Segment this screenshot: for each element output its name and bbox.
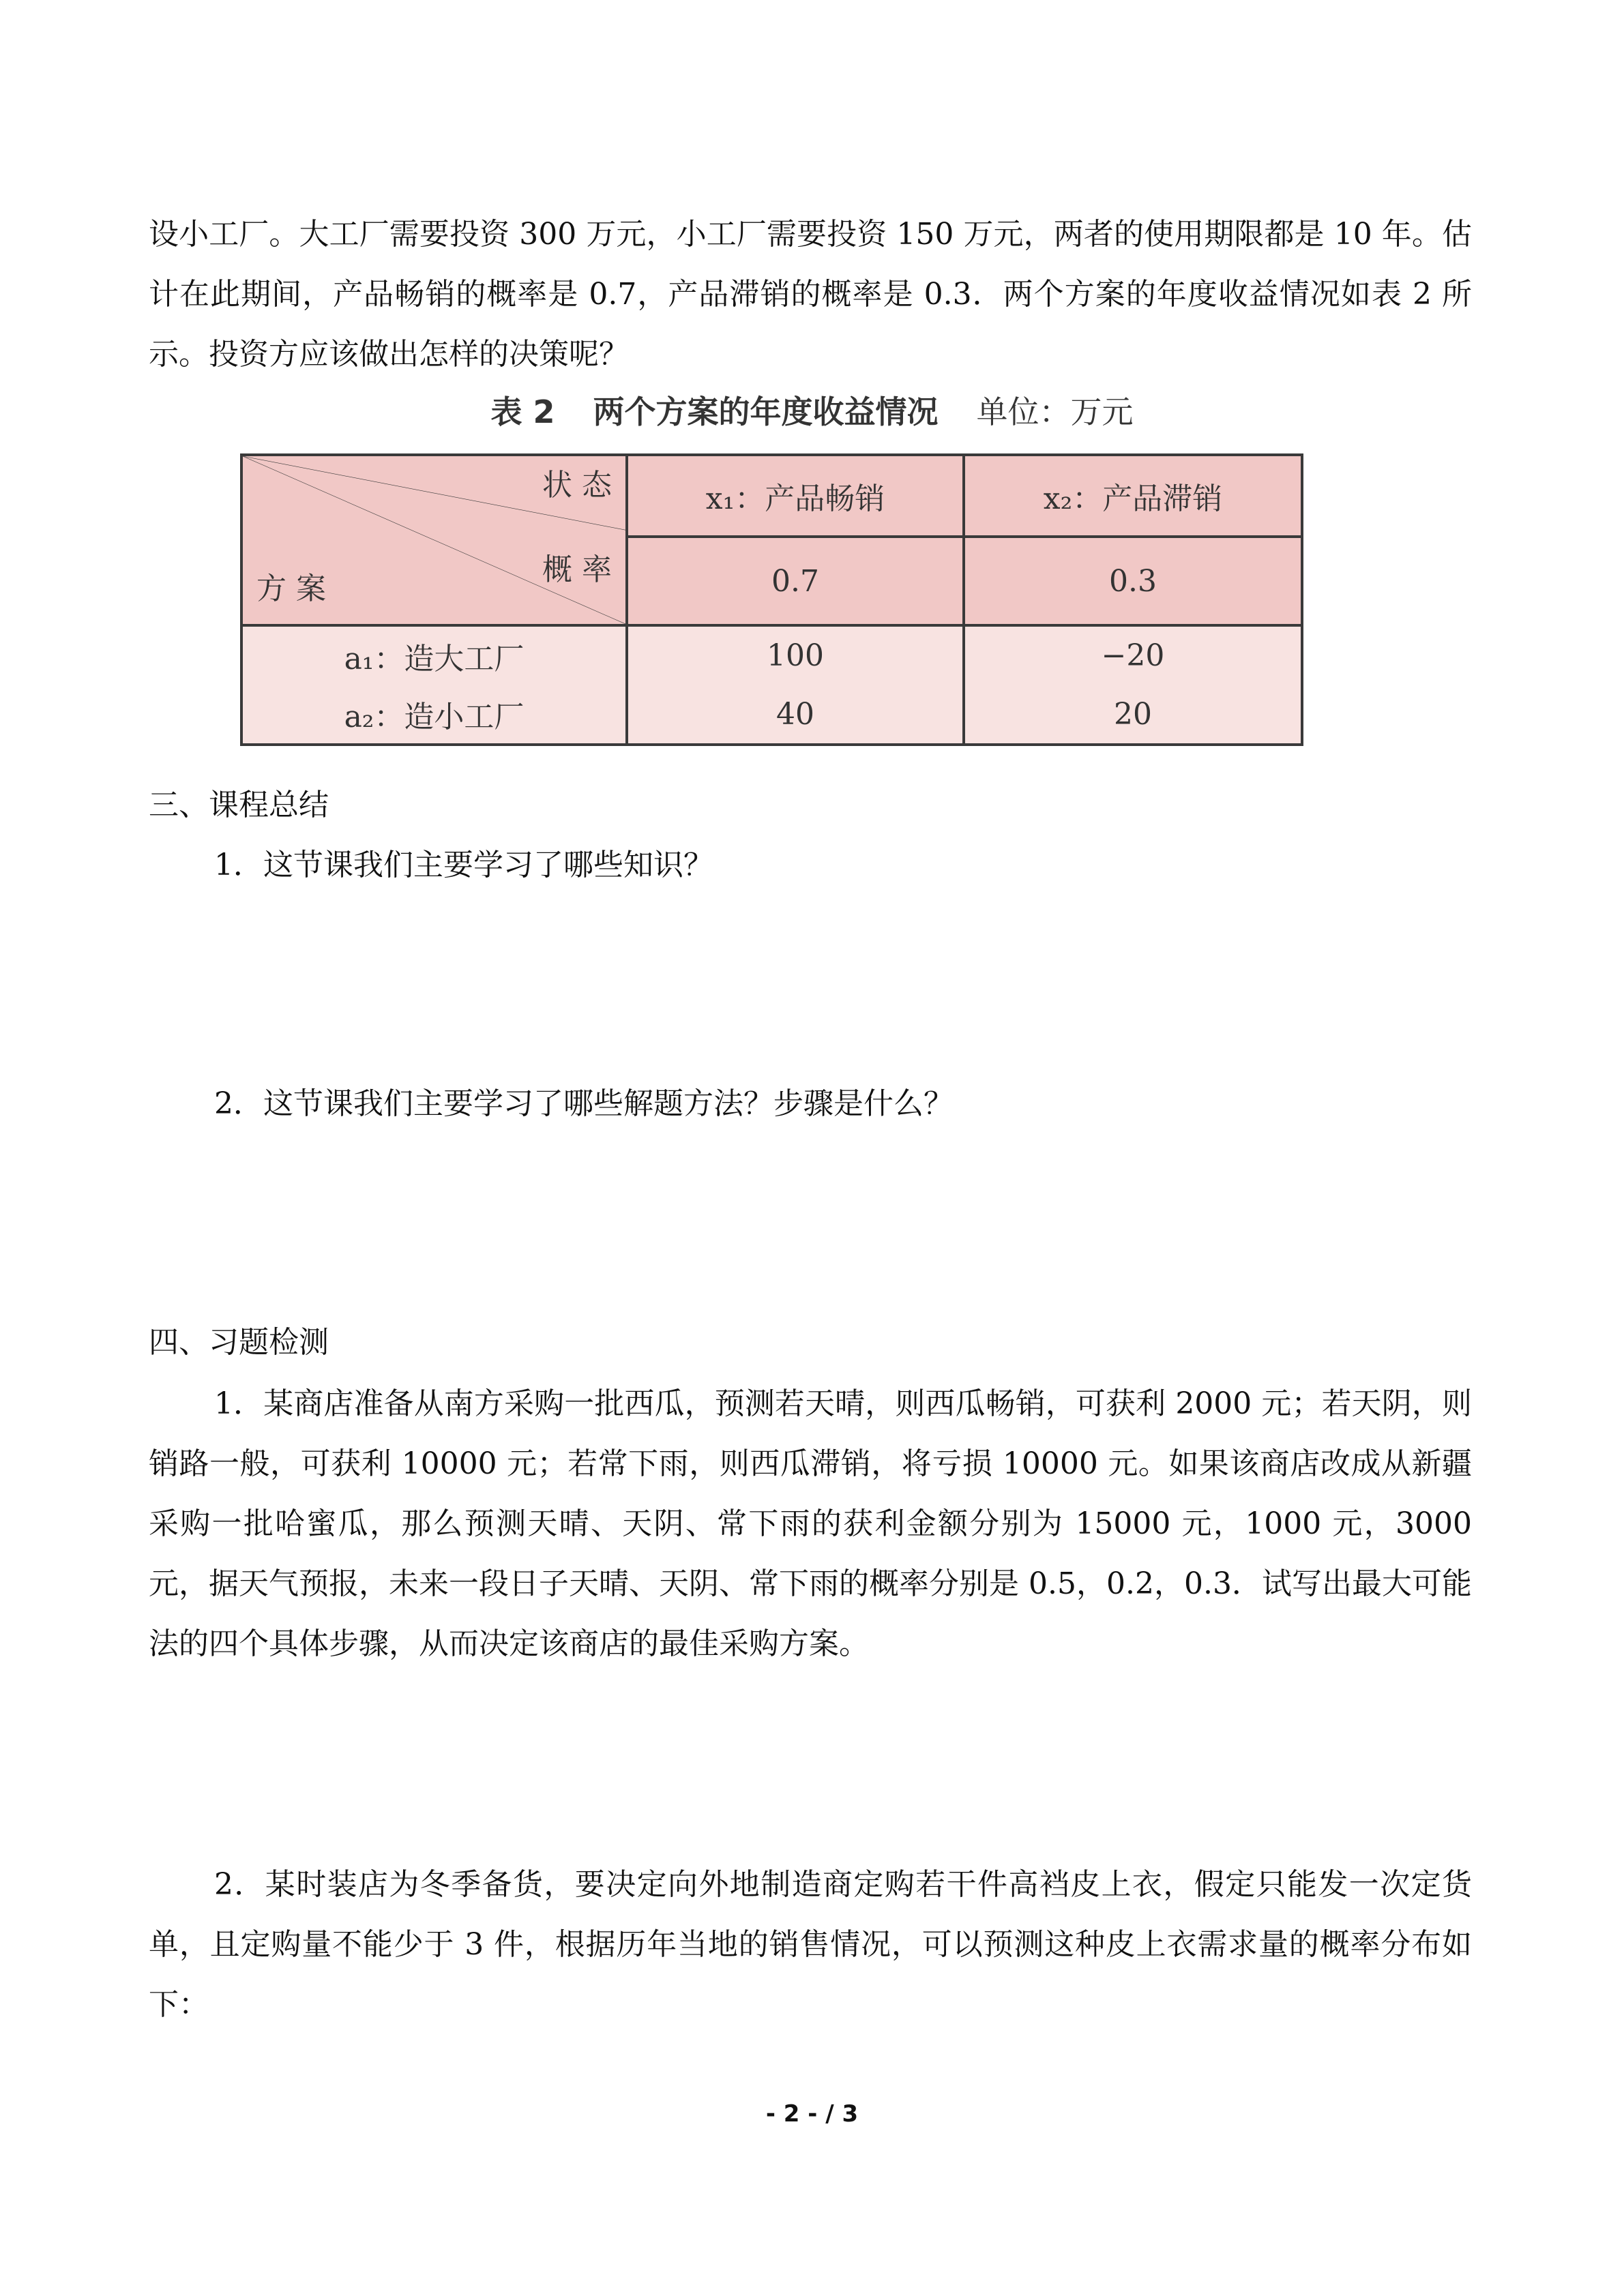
col2-header: x₂：产品滞销 <box>964 455 1302 537</box>
corner-prob-label: 概 率 <box>542 552 612 587</box>
row1-value2: −20 <box>964 625 1302 685</box>
table-row <box>241 685 1302 745</box>
table-title: 两个方案的年度收益情况 <box>593 393 939 430</box>
section4-heading: 四、习题检测 <box>149 1325 329 1360</box>
col1-header: x₁：产品畅销 <box>627 455 964 537</box>
corner-plan-label: 方 案 <box>256 571 326 606</box>
table-row <box>241 625 1302 685</box>
row2-plan: a₂：造小工厂 <box>241 685 627 745</box>
summary-question-2: 2．这节课我们主要学习了哪些解题方法？步骤是什么？ <box>214 1086 954 1121</box>
row2-value2: 20 <box>964 685 1302 745</box>
exercise-1: 1．某商店准备从南方采购一批西瓜，预测若天晴，则西瓜畅销，可获利 2000 元；若天阴，则销路一般，可获利 10000 元；若常下雨，则西瓜滞销，将亏损 10000 元。如果该商店改成从新疆采购一批哈蜜瓜，那么预测天晴、天阴、常下雨的获利金额分别为 15000 元，1000 元，3000 元，据天气预报，未来一段日子天晴、天阴、常下雨的概率分别是 0.5，0.2，0.3．试写出最大可能法的四个具体步骤，从而决定该商店的最佳采购方案。 <box>149 1386 1472 1661</box>
corner-state-label: 状 态 <box>542 468 612 503</box>
col2-prob: 0.3 <box>964 537 1302 625</box>
col1-prob: 0.7 <box>627 537 964 625</box>
table-caption <box>0 387 1624 432</box>
table-corner-cell <box>241 455 627 625</box>
intro-paragraph: 设小工厂。大工厂需要投资 300 万元，小工厂需要投资 150 万元，两者的使用期限都是 10 年。估计在此期间，产品畅销的概率是 0.7，产品滞销的概率是 0.3．两个方案的年度收益情况如表 2 所示。投资方应该做出怎样的决策呢？ <box>149 217 1472 372</box>
row1-plan: a₁：造大工厂 <box>241 625 627 685</box>
revenue-table <box>240 453 1303 746</box>
table-unit: 单位：万元 <box>976 393 1134 430</box>
exercise-2: 2．某时装店为冬季备货，要决定向外地制造商定购若干件高裆皮上衣，假定只能发一次定货单，且定购量不能少于 3 件，根据历年当地的销售情况，可以预测这种皮上衣需求量的概率分布如下： <box>149 1867 1472 2022</box>
section3-heading: 三、课程总结 <box>149 788 329 822</box>
summary-question-1: 1．这节课我们主要学习了哪些知识？ <box>214 848 713 882</box>
page-number: - 2 - / 3 <box>765 2100 859 2128</box>
row2-value1: 40 <box>627 685 964 745</box>
table-label: 表 2 <box>490 393 555 430</box>
row1-value1: 100 <box>627 625 964 685</box>
